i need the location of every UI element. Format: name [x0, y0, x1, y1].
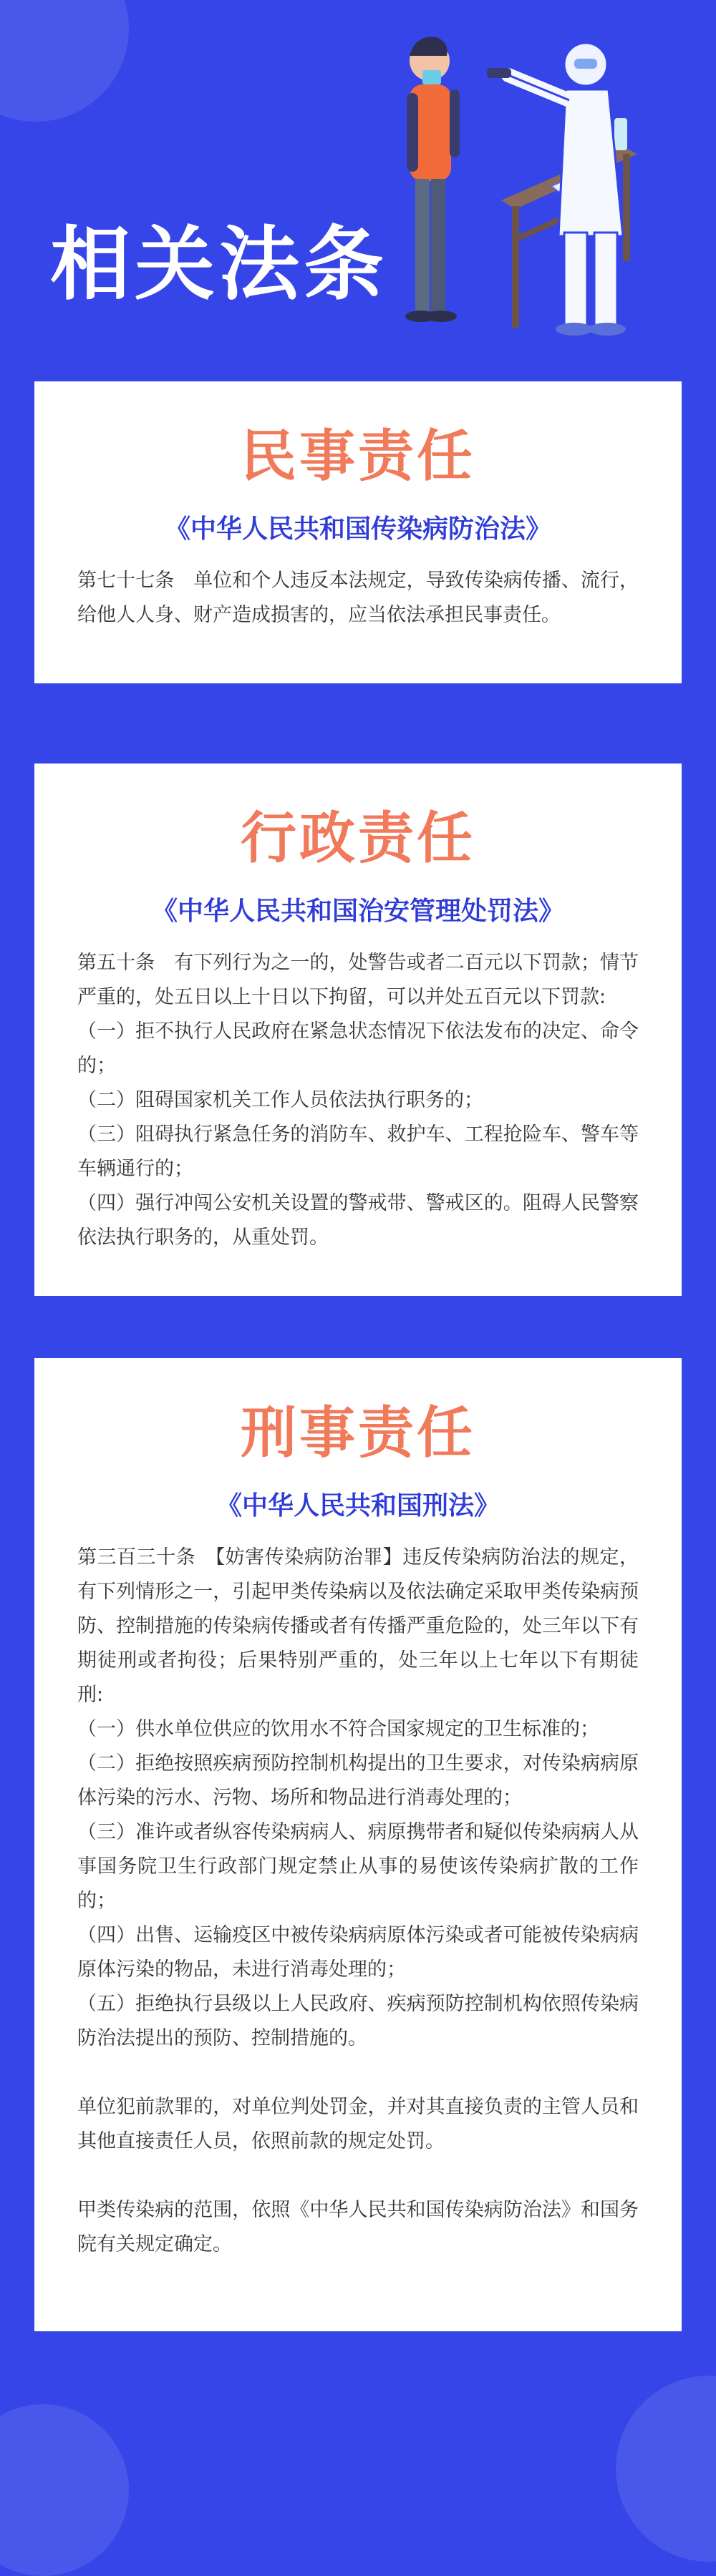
paragraph: （三）准许或者纵容传染病病人、病原携带者和疑似传染病病人从事国务院卫生行政部门规定禁止从事的易使该传染病扩散的工作的； [77, 1821, 639, 1912]
paragraph: 第七十七条 单位和个人违反本法规定，导致传染病传播、流行，给他人人身、财产造成损害的，应当依法承担民事责任。 [77, 570, 639, 626]
paragraph: 甲类传染病的范围，依照《中华人民共和国传染病防治法》和国务院有关规定确定。 [77, 2199, 639, 2255]
section-card-criminal [34, 1358, 682, 2331]
section-title: 刑事责任 [240, 1401, 475, 1465]
page-title: 相关法条 [50, 218, 388, 311]
paragraph: 单位犯前款罪的，对单位判处罚金，并对其直接负责的主管人员和其他直接责任人员，依照前款的规定处罚。 [77, 2096, 639, 2152]
section-body [34, 946, 682, 1255]
section-card-administrative [34, 763, 682, 1296]
paragraph: （一）供水单位供应的饮用水不符合国家规定的卫生标准的； [77, 1718, 599, 1740]
decor-circle-bottom-left [0, 2404, 129, 2576]
paragraph: （四）强行冲闯公安机关设置的警戒带、警戒区的。阻碍人民警察依法执行职务的，从重处罚。 [77, 1192, 639, 1249]
section-title: 行政责任 [240, 806, 475, 871]
paragraph: （三）阻碍执行紧急任务的消防车、救护车、工程抢险车、警车等车辆通行的； [77, 1123, 639, 1180]
paragraph: 第五十条 有下列行为之一的，处警告或者二百元以下罚款；情节严重的，处五日以上十日以下拘留，可以并处五百元以下罚款: [77, 952, 639, 1008]
paragraph-gap [77, 2159, 639, 2193]
paragraph: （五）拒绝执行县级以上人民政府、疾病预防控制机构依照传染病防治法提出的预防、控制措施的。 [77, 1993, 639, 2049]
section-card-civil [34, 381, 682, 683]
law-name: 《中华人民共和国传染病防治法》 [164, 514, 551, 544]
paragraph: （二）拒绝按照疾病预防控制机构提出的卫生要求，对传染病病原体污染的污水、污物、场所和物品进行消毒处理的； [77, 1752, 639, 1809]
hero-banner [0, 0, 716, 358]
paragraph: 第三百三十条 【妨害传染病防治罪】违反传染病防治法的规定，有下列情形之一，引起甲类传染病以及依法确定采取甲类传染病预防、控制措施的传染病传播或者有传播严重危险的，处三年以下有期徒刑或者拘役；后果特别严重的，处三年以上七年以下有期徒刑: [77, 1546, 639, 1706]
section-title: 民事责任 [240, 424, 475, 489]
paragraph: （四）出售、运输疫区中被传染病病原体污染或者可能被传染病病原体污染的物品，未进行消毒处理的； [77, 1924, 639, 1981]
temperature-check-illustration [387, 21, 687, 358]
section-body [34, 564, 682, 633]
paragraph: （二）阻碍国家机关工作人员依法执行职务的； [77, 1089, 483, 1111]
section-body [34, 1541, 682, 2262]
law-name: 《中华人民共和国治安管理处罚法》 [151, 897, 564, 926]
law-name: 《中华人民共和国刑法》 [216, 1491, 500, 1521]
paragraph: （一）拒不执行人民政府在紧急状态情况下依法发布的决定、命令的； [77, 1020, 639, 1077]
paragraph-gap [77, 2056, 639, 2090]
decor-circle-bottom-right [616, 2376, 716, 2562]
